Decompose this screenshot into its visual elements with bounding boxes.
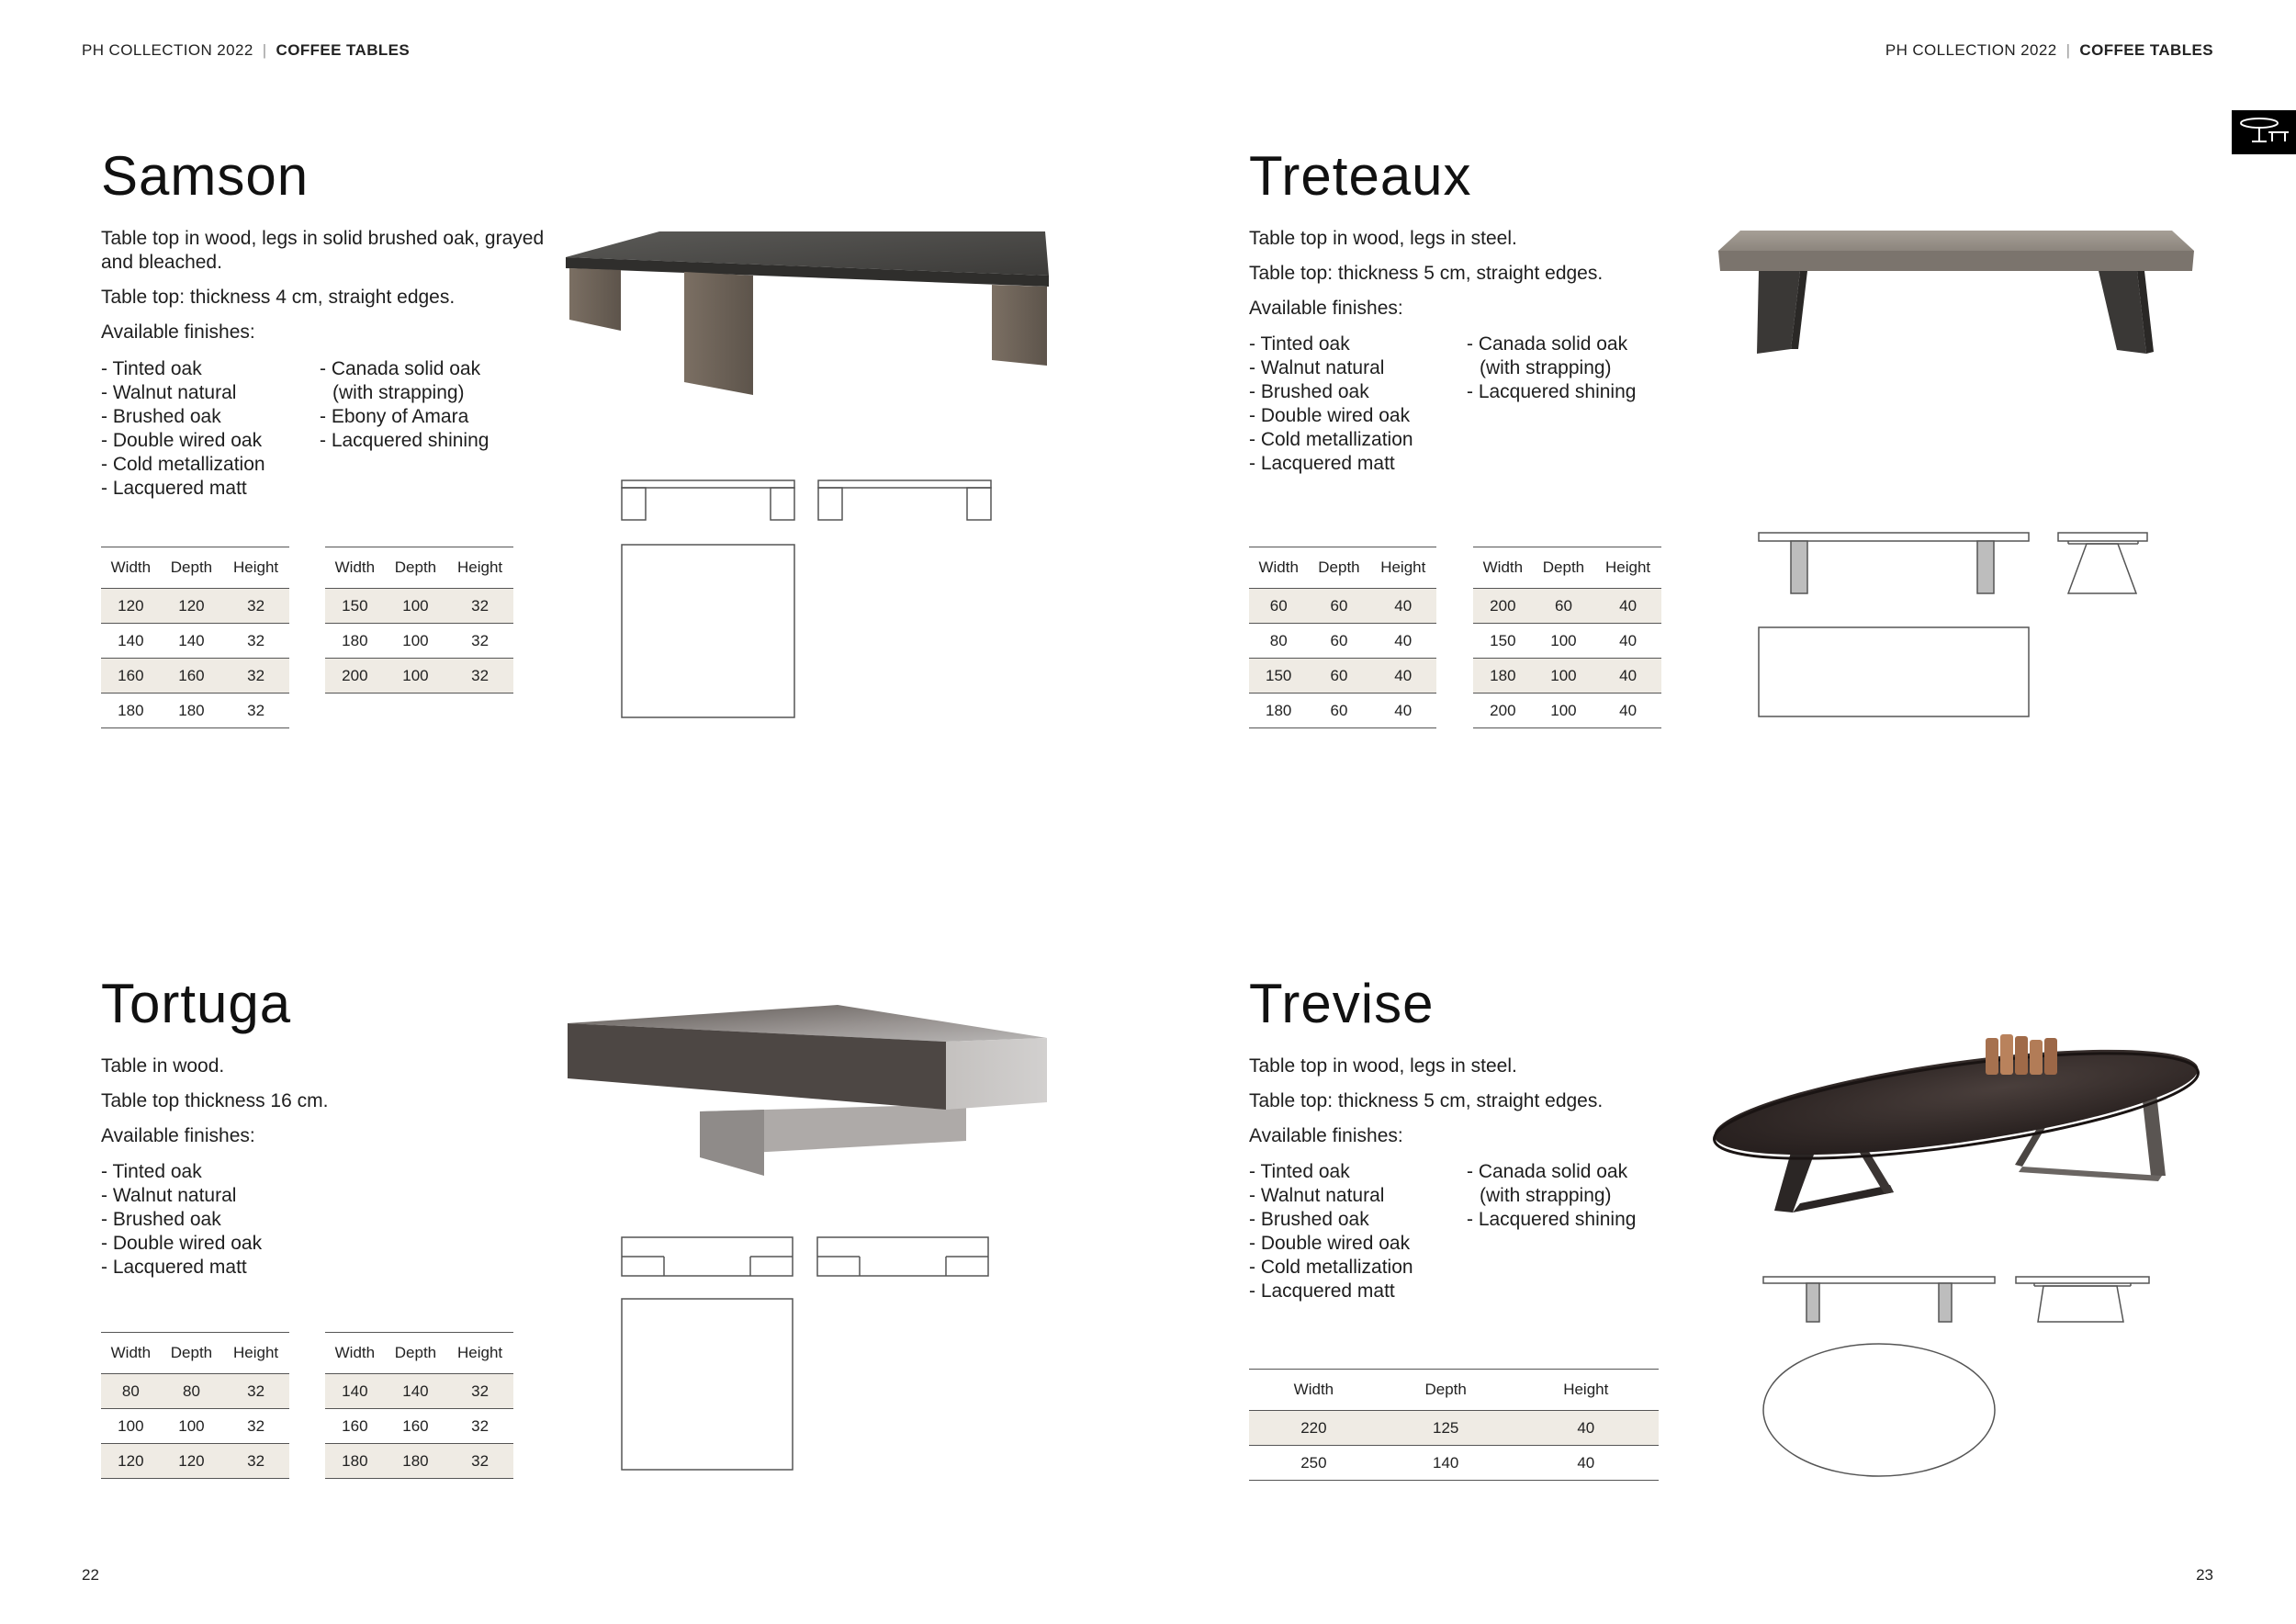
cell: 180 <box>325 624 385 659</box>
cell: 100 <box>161 1409 222 1444</box>
cell: 140 <box>385 1374 446 1409</box>
cell: 60 <box>1308 589 1369 624</box>
cell: 200 <box>1473 694 1533 728</box>
cell: 160 <box>101 659 161 694</box>
header-separator: | <box>262 41 267 59</box>
cell: 140 <box>325 1374 385 1409</box>
cell: 40 <box>1370 694 1436 728</box>
description-line: Table top: thickness 5 cm, straight edges. <box>1249 1090 1604 1111</box>
cell: 100 <box>101 1409 161 1444</box>
trevise-photo <box>1710 1029 2206 1231</box>
tortuga-photo <box>562 1001 1058 1185</box>
cell: 100 <box>385 589 446 624</box>
cell: 32 <box>222 1374 289 1409</box>
cell: 40 <box>1370 589 1436 624</box>
treteaux-dimensions-table-1 <box>1249 547 1436 728</box>
table-row <box>101 1409 289 1444</box>
cell: 120 <box>101 1444 161 1479</box>
cell: 100 <box>1533 694 1594 728</box>
cell: 32 <box>222 624 289 659</box>
table-row <box>1473 694 1661 728</box>
cell: 40 <box>1594 659 1661 694</box>
column-header: Height <box>446 547 513 589</box>
treteaux-finishes-col1 <box>1249 333 1413 476</box>
finish-item: - Double wired oak <box>101 1233 263 1254</box>
cell: 60 <box>1308 659 1369 694</box>
samson-description <box>101 227 560 355</box>
table-row <box>1473 589 1661 624</box>
column-header: Depth <box>161 1333 222 1374</box>
column-header: Height <box>222 547 289 589</box>
finish-item: - Ebony of Amara <box>320 406 469 427</box>
cell: 32 <box>222 1444 289 1479</box>
cell: 120 <box>161 1444 222 1479</box>
table-row <box>1249 1446 1659 1481</box>
cell: 40 <box>1370 659 1436 694</box>
finish-item: - Lacquered matt <box>101 1257 247 1278</box>
cell: 40 <box>1594 589 1661 624</box>
tortuga-dimensions-table-1 <box>101 1332 289 1479</box>
cell: 150 <box>325 589 385 624</box>
cell: 100 <box>1533 659 1594 694</box>
column-header: Depth <box>1533 547 1594 589</box>
finish-item: - Canada solid oak <box>320 358 481 379</box>
page-number-right: 23 <box>2196 1566 2213 1584</box>
product-title-tortuga: Tortuga <box>101 973 292 1034</box>
samson-dimensions-table-2 <box>325 547 513 694</box>
finish-item: - Lacquered shining <box>1467 381 1637 402</box>
table-row <box>101 589 289 624</box>
cell: 120 <box>161 589 222 624</box>
description-line: Available finishes: <box>1249 1125 1403 1146</box>
table-row <box>1473 624 1661 659</box>
column-header: Depth <box>385 1333 446 1374</box>
finish-item: - Double wired oak <box>1249 1233 1411 1254</box>
cell: 180 <box>161 694 222 728</box>
cell: 180 <box>101 694 161 728</box>
table-row <box>1249 589 1436 624</box>
trevise-technical-drawing <box>1759 1272 2163 1483</box>
cell: 32 <box>446 659 513 694</box>
finish-item: - Lacquered matt <box>101 478 247 499</box>
cell: 80 <box>161 1374 222 1409</box>
column-header: Depth <box>1308 547 1369 589</box>
column-header: Width <box>101 547 161 589</box>
finish-item: - Canada solid oak <box>1467 333 1628 355</box>
finish-item: - Walnut natural <box>1249 1185 1385 1206</box>
table-row <box>101 1444 289 1479</box>
column-header: Width <box>1249 1370 1379 1411</box>
finish-item: - Lacquered shining <box>320 430 490 451</box>
table-row <box>1473 659 1661 694</box>
column-header: Width <box>1473 547 1533 589</box>
cell: 32 <box>446 589 513 624</box>
column-header: Height <box>222 1333 289 1374</box>
cell: 180 <box>325 1444 385 1479</box>
table-row <box>325 624 513 659</box>
cell: 40 <box>1594 624 1661 659</box>
cell: 32 <box>222 589 289 624</box>
finish-item: - Brushed oak <box>101 406 221 427</box>
header-collection: PH COLLECTION 2022 <box>1885 41 2057 59</box>
header-separator: | <box>2065 41 2071 59</box>
cell: 40 <box>1514 1411 1659 1446</box>
cell: 40 <box>1514 1446 1659 1481</box>
tortuga-description <box>101 1054 560 1159</box>
cell: 40 <box>1594 694 1661 728</box>
header-section: COFFEE TABLES <box>276 41 411 59</box>
table-row <box>325 1444 513 1479</box>
finish-item: (with strapping) <box>1480 357 1612 378</box>
description-line: Table top in wood, legs in solid brushed oak, grayed and bleached. <box>101 228 545 273</box>
treteaux-technical-drawing <box>1754 528 2158 721</box>
finish-item: - Cold metallization <box>1249 429 1413 450</box>
samson-technical-drawing <box>617 476 1003 724</box>
finish-item: - Lacquered shining <box>1467 1209 1637 1230</box>
samson-dimensions-table-1 <box>101 547 289 728</box>
cell: 140 <box>161 624 222 659</box>
table-row <box>1249 659 1436 694</box>
treteaux-photo <box>1713 225 2200 363</box>
column-header: Depth <box>385 547 446 589</box>
cell: 100 <box>1533 624 1594 659</box>
column-header: Width <box>1249 547 1308 589</box>
cell: 100 <box>385 624 446 659</box>
finish-item: - Tinted oak <box>1249 333 1350 355</box>
cell: 32 <box>446 1374 513 1409</box>
finish-item: - Brushed oak <box>1249 1209 1369 1230</box>
column-header: Height <box>446 1333 513 1374</box>
product-title-samson: Samson <box>101 145 310 207</box>
finish-item: - Canada solid oak <box>1467 1161 1628 1182</box>
header-right <box>1885 41 2213 60</box>
column-header: Height <box>1594 547 1661 589</box>
finish-item: - Lacquered matt <box>1249 1280 1395 1302</box>
trevise-finishes-col1 <box>1249 1160 1413 1303</box>
finish-item: - Tinted oak <box>101 358 202 379</box>
table-row <box>101 1374 289 1409</box>
cell: 180 <box>1249 694 1308 728</box>
table-row <box>101 694 289 728</box>
cell: 220 <box>1249 1411 1379 1446</box>
finish-item: - Brushed oak <box>1249 381 1369 402</box>
column-header: Width <box>325 1333 385 1374</box>
table-row <box>1249 1411 1659 1446</box>
description-line: Table top thickness 16 cm. <box>101 1090 329 1111</box>
column-header: Height <box>1370 547 1436 589</box>
coffee-table-icon <box>2232 110 2296 154</box>
finish-item: - Walnut natural <box>101 382 237 403</box>
column-header: Height <box>1514 1370 1659 1411</box>
table-row <box>101 624 289 659</box>
cell: 180 <box>1473 659 1533 694</box>
table-row <box>325 1374 513 1409</box>
trevise-finishes-col2 <box>1467 1160 1636 1232</box>
cell: 250 <box>1249 1446 1379 1481</box>
cell: 32 <box>222 659 289 694</box>
tortuga-technical-drawing <box>617 1233 1003 1476</box>
cell: 80 <box>101 1374 161 1409</box>
description-line: Table top: thickness 5 cm, straight edges. <box>1249 263 1604 284</box>
header-left <box>82 41 410 60</box>
cell: 32 <box>222 1409 289 1444</box>
finish-item: - Double wired oak <box>1249 405 1411 426</box>
treteaux-description <box>1249 227 1708 332</box>
cell: 60 <box>1533 589 1594 624</box>
samson-finishes-col1 <box>101 357 265 501</box>
treteaux-finishes-col2 <box>1467 333 1636 404</box>
cell: 120 <box>101 589 161 624</box>
table-row <box>1249 624 1436 659</box>
column-header: Depth <box>1379 1370 1514 1411</box>
table-row <box>325 659 513 694</box>
product-title-trevise: Trevise <box>1249 973 1435 1034</box>
finish-item: - Walnut natural <box>101 1185 237 1206</box>
trevise-description <box>1249 1054 1708 1159</box>
cell: 60 <box>1249 589 1308 624</box>
trevise-dimensions-table <box>1249 1369 1659 1481</box>
table-row <box>325 589 513 624</box>
cell: 180 <box>385 1444 446 1479</box>
cell: 32 <box>446 1409 513 1444</box>
table-row <box>325 1409 513 1444</box>
finish-item: - Cold metallization <box>1249 1257 1413 1278</box>
finish-item: - Walnut natural <box>1249 357 1385 378</box>
finish-item: - Tinted oak <box>1249 1161 1350 1182</box>
cell: 60 <box>1308 694 1369 728</box>
description-line: Table top in wood, legs in steel. <box>1249 228 1517 249</box>
finish-item: - Lacquered matt <box>1249 453 1395 474</box>
cell: 160 <box>161 659 222 694</box>
cell: 32 <box>446 624 513 659</box>
finish-item: (with strapping) <box>1480 1185 1612 1206</box>
finish-item: (with strapping) <box>332 382 465 403</box>
cell: 150 <box>1249 659 1308 694</box>
description-line: Table top: thickness 4 cm, straight edges. <box>101 287 456 308</box>
cell: 150 <box>1473 624 1533 659</box>
description-line: Available finishes: <box>101 321 255 343</box>
header-section: COFFEE TABLES <box>2079 41 2213 59</box>
cell: 200 <box>1473 589 1533 624</box>
samson-photo <box>560 220 1056 413</box>
cell: 80 <box>1249 624 1308 659</box>
side-tab[interactable] <box>2232 110 2296 154</box>
header-collection: PH COLLECTION 2022 <box>82 41 253 59</box>
finish-item: - Brushed oak <box>101 1209 221 1230</box>
cell: 60 <box>1308 624 1369 659</box>
column-header: Depth <box>161 547 222 589</box>
description-line: Available finishes: <box>1249 298 1403 319</box>
cell: 40 <box>1370 624 1436 659</box>
cell: 125 <box>1379 1411 1514 1446</box>
column-header: Width <box>325 547 385 589</box>
finish-item: - Double wired oak <box>101 430 263 451</box>
finish-item: - Tinted oak <box>101 1161 202 1182</box>
description-line: Available finishes: <box>101 1125 255 1146</box>
samson-finishes-col2 <box>320 357 489 453</box>
description-line: Table top in wood, legs in steel. <box>1249 1055 1517 1077</box>
cell: 140 <box>1379 1446 1514 1481</box>
table-row <box>1249 694 1436 728</box>
table-row <box>101 659 289 694</box>
product-title-treteaux: Treteaux <box>1249 145 1472 207</box>
finish-item: - Cold metallization <box>101 454 265 475</box>
cell: 32 <box>446 1444 513 1479</box>
column-header: Width <box>101 1333 161 1374</box>
cell: 32 <box>222 694 289 728</box>
cell: 160 <box>385 1409 446 1444</box>
tortuga-finishes-col1 <box>101 1160 262 1280</box>
page-number-left: 22 <box>82 1566 99 1584</box>
cell: 140 <box>101 624 161 659</box>
tortuga-dimensions-table-2 <box>325 1332 513 1479</box>
cell: 160 <box>325 1409 385 1444</box>
cell: 200 <box>325 659 385 694</box>
cell: 100 <box>385 659 446 694</box>
treteaux-dimensions-table-2 <box>1473 547 1661 728</box>
description-line: Table in wood. <box>101 1055 225 1077</box>
